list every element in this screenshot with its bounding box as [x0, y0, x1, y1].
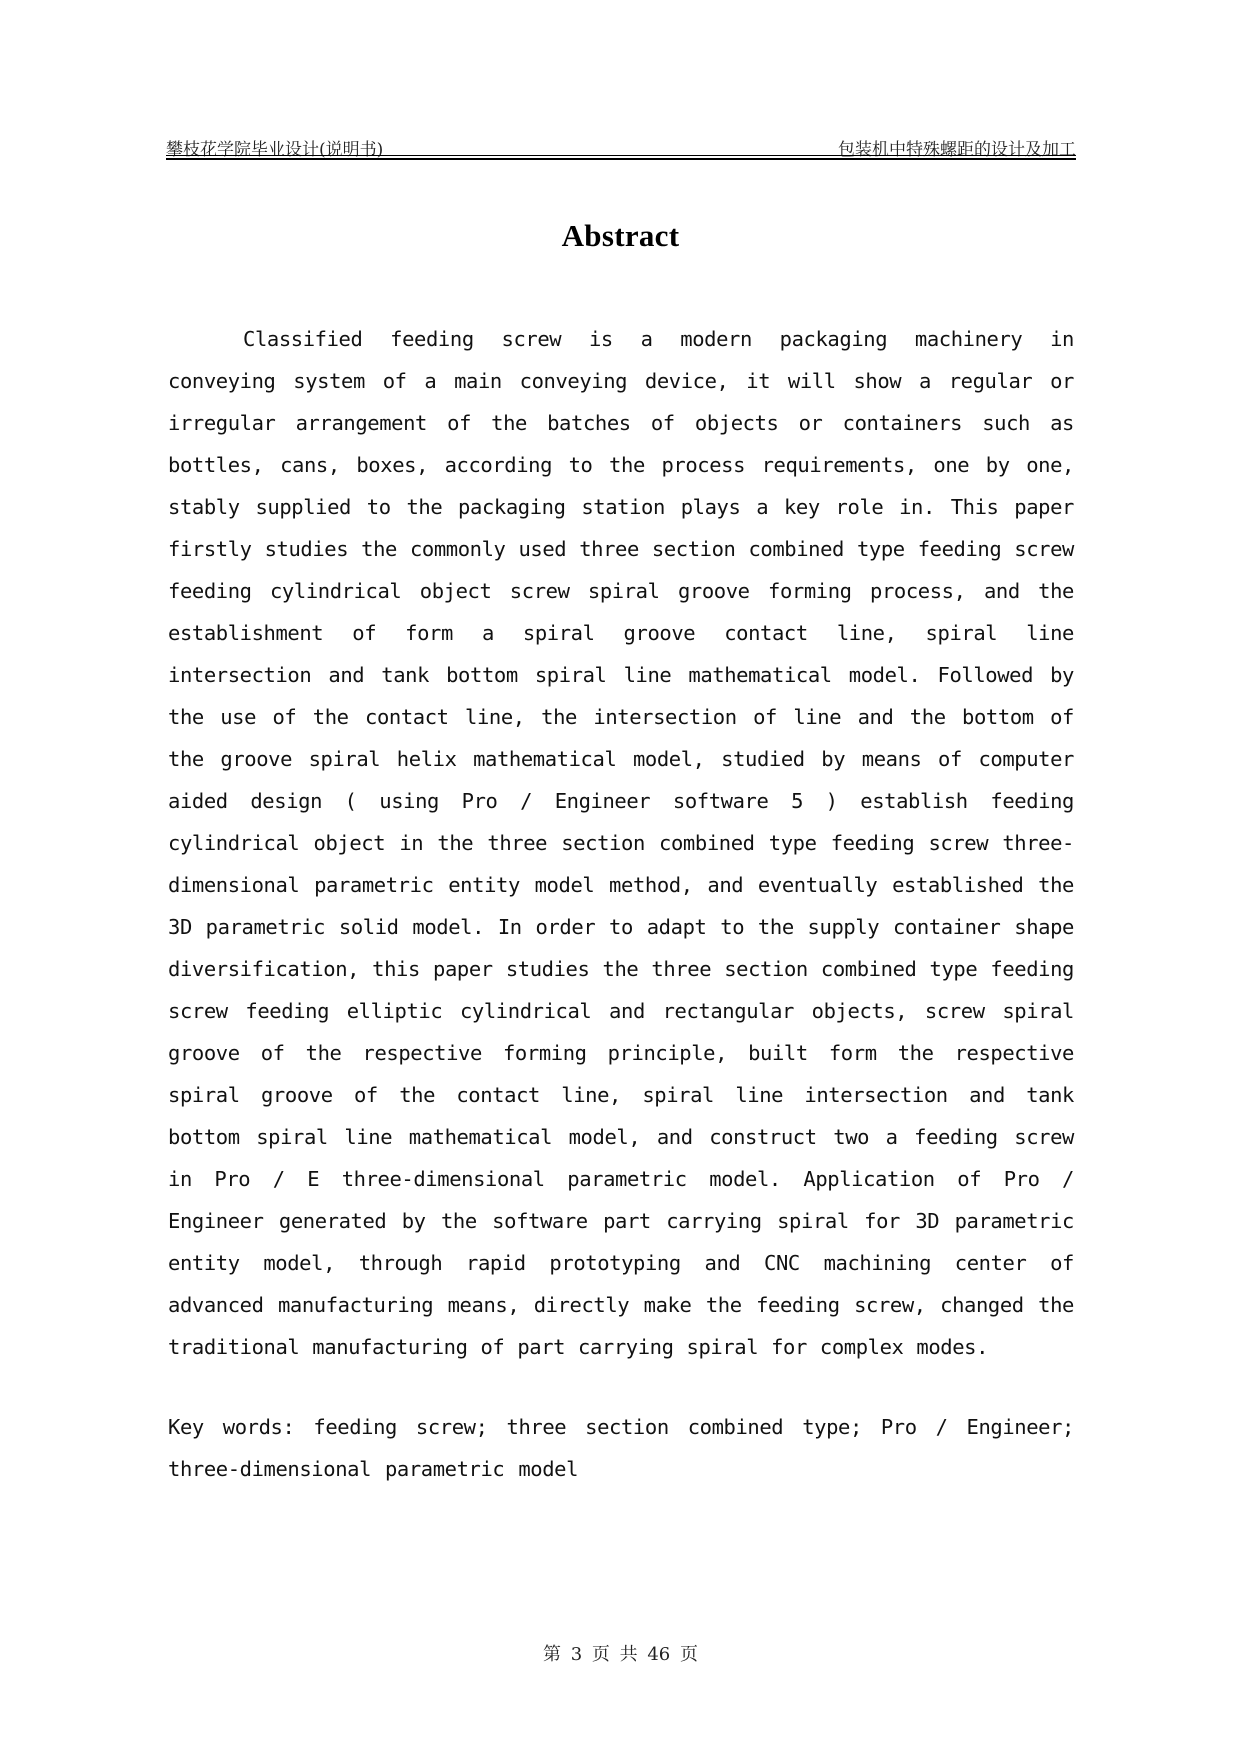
header-thesis-title: 包装机中特殊螺距的设计及加工 — [838, 140, 1076, 160]
page-header — [166, 131, 1076, 161]
page-number-footer: 第 3 页 共 46 页 — [543, 1644, 698, 1665]
header-school-title: 攀枝花学院毕业设计(说明书) — [166, 140, 384, 160]
abstract-paragraph: Classified feeding screw is a modern packaging machinery in conveying system of a main conveying device, it will show a regular or irregular arrangement of the batches of objects or containers such as bottles, cans, boxes, according to the process requirements, one by one, stably supplied to the packaging station plays a key role in. This paper firstly studies the commonly used three section combined type feeding screw feeding cylindrical object screw spiral groove forming process, and the establishment of form a spiral groove contact line, spiral line intersection and tank bottom spiral line mathematical model. Followed by the use of the contact line, the intersection of line and the bottom of the groove spiral helix mathematical model, studied by means of computer aided design ( using Pro / Engineer software 5 ) establish feeding cylindrical object in the three section combined type feeding screw three-dimensional parametric entity model method, and eventually established the 3D parametric solid model. In order to adapt to the supply container shape diversification, this paper studies the three section combined type feeding screw feeding elliptic cylindrical and rectangular objects, screw spiral groove of the respective forming principle, built form the respective spiral groove of the contact line, spiral line intersection and tank bottom spiral line mathematical model, and construct two a feeding screw in Pro / E three-dimensional parametric model. Application of Pro / Engineer generated by the software part carrying spiral for 3D parametric entity model, through rapid prototyping and CNC machining center of advanced manufacturing means, directly make the feeding screw, changed the traditional manufacturing of part carrying spiral for complex modes. — [168, 327, 1074, 1359]
abstract-heading: Abstract — [561, 218, 680, 253]
header-rule-thick — [166, 158, 1076, 160]
header-rule-thin — [166, 155, 1076, 156]
keywords-paragraph: Key words: feeding screw; three section combined type; Pro / Engineer; three-dimensional parametric model — [168, 1415, 1074, 1481]
